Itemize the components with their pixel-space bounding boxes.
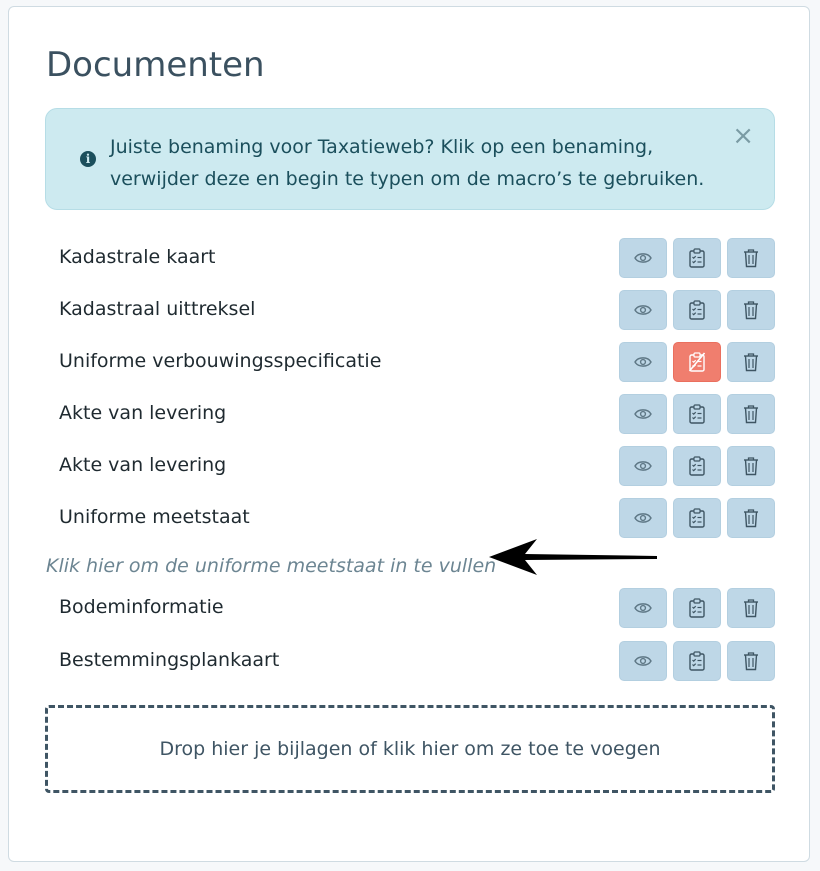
document-row bbox=[45, 342, 776, 382]
checklist-button[interactable] bbox=[673, 394, 721, 434]
document-row bbox=[45, 290, 776, 330]
clipboard-off-icon bbox=[689, 352, 705, 372]
checklist-button[interactable] bbox=[673, 290, 721, 330]
page-title: Documenten bbox=[46, 45, 265, 85]
fill-meetstaat-link[interactable]: Klik hier om de uniforme meetstaat in te vullen bbox=[46, 555, 497, 577]
eye-icon bbox=[634, 460, 652, 472]
checklist-button[interactable] bbox=[673, 498, 721, 538]
trash-icon bbox=[743, 300, 759, 320]
document-name[interactable]: Uniforme verbouwingsspecificatie bbox=[59, 350, 382, 372]
view-button[interactable] bbox=[619, 446, 667, 486]
clipboard-check-icon bbox=[689, 300, 705, 320]
document-row bbox=[45, 588, 776, 628]
document-row bbox=[45, 498, 776, 538]
documents-card bbox=[8, 6, 810, 862]
file-dropzone[interactable]: Drop hier je bijlagen of klik hier om ze toe te voegen bbox=[45, 705, 775, 793]
info-alert bbox=[45, 108, 775, 210]
delete-button[interactable] bbox=[727, 446, 775, 486]
document-name[interactable]: Kadastraal uittreksel bbox=[59, 298, 256, 320]
eye-icon bbox=[634, 356, 652, 368]
view-button[interactable] bbox=[619, 238, 667, 278]
delete-button[interactable] bbox=[727, 290, 775, 330]
trash-icon bbox=[743, 352, 759, 372]
view-button[interactable] bbox=[619, 290, 667, 330]
clipboard-check-icon bbox=[689, 508, 705, 528]
delete-button[interactable] bbox=[727, 238, 775, 278]
checklist-button[interactable] bbox=[673, 238, 721, 278]
view-button[interactable] bbox=[619, 498, 667, 538]
document-name[interactable]: Kadastrale kaart bbox=[59, 246, 216, 268]
document-name[interactable]: Bodeminformatie bbox=[59, 596, 224, 618]
arrow-left-icon bbox=[479, 535, 669, 579]
clipboard-check-icon bbox=[689, 248, 705, 268]
view-button[interactable] bbox=[619, 342, 667, 382]
checklist-button[interactable] bbox=[673, 446, 721, 486]
trash-icon bbox=[743, 598, 759, 618]
document-row bbox=[45, 394, 776, 434]
trash-icon bbox=[743, 404, 759, 424]
document-row bbox=[45, 641, 776, 681]
document-name[interactable]: Akte van levering bbox=[59, 454, 227, 476]
trash-icon bbox=[743, 508, 759, 528]
delete-button[interactable] bbox=[727, 498, 775, 538]
clipboard-check-icon bbox=[689, 404, 705, 424]
eye-icon bbox=[634, 512, 652, 524]
document-name[interactable]: Uniforme meetstaat bbox=[59, 506, 250, 528]
view-button[interactable] bbox=[619, 394, 667, 434]
trash-icon bbox=[743, 456, 759, 476]
close-icon[interactable]: × bbox=[732, 121, 754, 151]
view-button[interactable] bbox=[619, 641, 667, 681]
delete-button[interactable] bbox=[727, 342, 775, 382]
eye-icon bbox=[634, 655, 652, 667]
document-name[interactable]: Bestemmingsplankaart bbox=[59, 649, 280, 671]
checklist-button[interactable] bbox=[673, 641, 721, 681]
alert-message: Juiste benaming voor Taxatieweb? Klik op een benaming, verwijder deze en begin te typen om de macro’s te gebruiken. bbox=[110, 136, 705, 190]
clipboard-check-icon bbox=[689, 456, 705, 476]
eye-icon bbox=[634, 408, 652, 420]
info-icon: i bbox=[80, 151, 96, 167]
eye-icon bbox=[634, 304, 652, 316]
trash-icon bbox=[743, 248, 759, 268]
document-row bbox=[45, 446, 776, 486]
view-button[interactable] bbox=[619, 588, 667, 628]
trash-icon bbox=[743, 651, 759, 671]
checklist-button[interactable] bbox=[673, 588, 721, 628]
checklist-off-button[interactable] bbox=[673, 342, 721, 382]
delete-button[interactable] bbox=[727, 394, 775, 434]
clipboard-check-icon bbox=[689, 651, 705, 671]
document-name[interactable]: Akte van levering bbox=[59, 402, 227, 424]
document-row bbox=[45, 238, 776, 278]
eye-icon bbox=[634, 252, 652, 264]
delete-button[interactable] bbox=[727, 588, 775, 628]
delete-button[interactable] bbox=[727, 641, 775, 681]
clipboard-check-icon bbox=[689, 598, 705, 618]
eye-icon bbox=[634, 602, 652, 614]
